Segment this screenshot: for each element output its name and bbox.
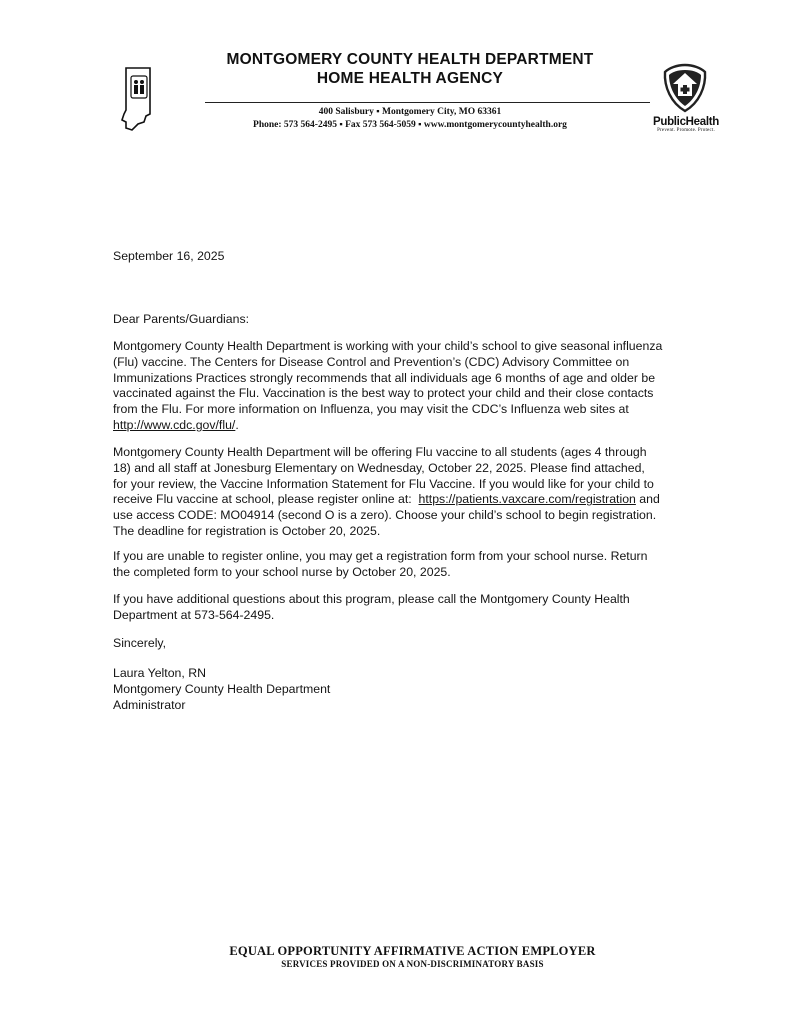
paragraph-line: for your review, the Vaccine Information Statement for Flu Vaccine. If you would like for your child to: [113, 476, 654, 491]
paragraph-4: [113, 592, 713, 624]
signature-block: [113, 666, 713, 713]
paragraph-line: use access CODE: MO04914 (second O is a zero). Choose your child’s school to begin registration.: [113, 508, 657, 523]
county-map-logo-icon: [120, 64, 158, 134]
link-tail: .: [235, 417, 239, 432]
paragraph-line: The deadline for registration is October 20, 2025.: [113, 523, 381, 538]
signer-name: Laura Yelton, RN: [113, 666, 206, 680]
closing: Sincerely,: [113, 636, 167, 650]
paragraph-line: Montgomery County Health Department will be offering Flu vaccine to all students (ages 4 through: [113, 445, 647, 459]
letterhead-divider: [205, 102, 650, 103]
registration-text-tail: and: [635, 492, 660, 507]
paragraph-line: from the Flu. For more information on Influenza, you may visit the CDC’s Influenza web sites at: [113, 402, 629, 417]
footer-nondiscrimination: SERVICES PROVIDED ON A NON-DISCRIMINATORY BASIS: [281, 959, 544, 969]
signer-title: Administrator: [113, 697, 186, 712]
paragraph-2: [113, 445, 713, 540]
paragraph-line: Immunizations Practices strongly recommends that all individuals age 6 months of age and older be: [113, 370, 656, 385]
salutation: Dear Parents/Guardians:: [113, 312, 250, 326]
paragraph-line: [113, 492, 713, 508]
cdc-flu-link[interactable]: http://www.cdc.gov/flu/: [113, 417, 236, 432]
paragraph-line: If you are unable to register online, you may get a registration form from your school nurse. Return: [113, 549, 648, 563]
paragraph-line: the completed form to your school nurse by October 20, 2025.: [113, 564, 451, 579]
paragraph-line: vaccinated against the Flu. Vaccination is the best way to protect your child and their close contacts: [113, 386, 654, 401]
paragraph-line: [113, 418, 713, 434]
org-title-line1: MONTGOMERY COUNTY HEALTH DEPARTMENT: [226, 51, 594, 68]
paragraph-line: Department at 573-564-2495.: [113, 607, 275, 622]
registration-text: receive Flu vaccine at school, please register online at:: [113, 492, 419, 507]
paragraph-3: [113, 549, 713, 581]
org-address: 400 Salisbury ▪ Montgomery City, MO 63361: [318, 107, 502, 117]
letter-date: September 16, 2025: [113, 249, 225, 263]
paragraph-line: 18) and all staff at Jonesburg Elementary on Wednesday, October 22, 2025. Please find attached,: [113, 460, 645, 475]
public-health-shield-icon: [663, 63, 707, 113]
org-title-line2: HOME HEALTH AGENCY: [316, 70, 504, 87]
org-contact: Phone: 573 564-2495 ▪ Fax 573 564-5059 ▪ www.montgomerycountyhealth.org: [253, 120, 567, 130]
signer-org: Montgomery County Health Department: [113, 681, 331, 696]
paragraph-1: [113, 339, 713, 434]
vaxcare-registration-link[interactable]: https://patients.vaxcare.com/registration: [418, 492, 636, 507]
footer-eoe-statement: EQUAL OPPORTUNITY AFFIRMATIVE ACTION EMPLOYER: [229, 944, 596, 958]
paragraph-line: Montgomery County Health Department is working with your child’s school to give seasonal influenza: [113, 339, 663, 353]
public-health-wordmark: PublicHealth: [652, 116, 720, 128]
paragraph-line: If you have additional questions about this program, please call the Montgomery County Health: [113, 592, 630, 606]
public-health-tagline: Prevent. Promote. Protect.: [657, 128, 715, 133]
paragraph-line: (Flu) vaccine. The Centers for Disease Control and Prevention’s (CDC) Advisory Committee on: [113, 354, 630, 369]
